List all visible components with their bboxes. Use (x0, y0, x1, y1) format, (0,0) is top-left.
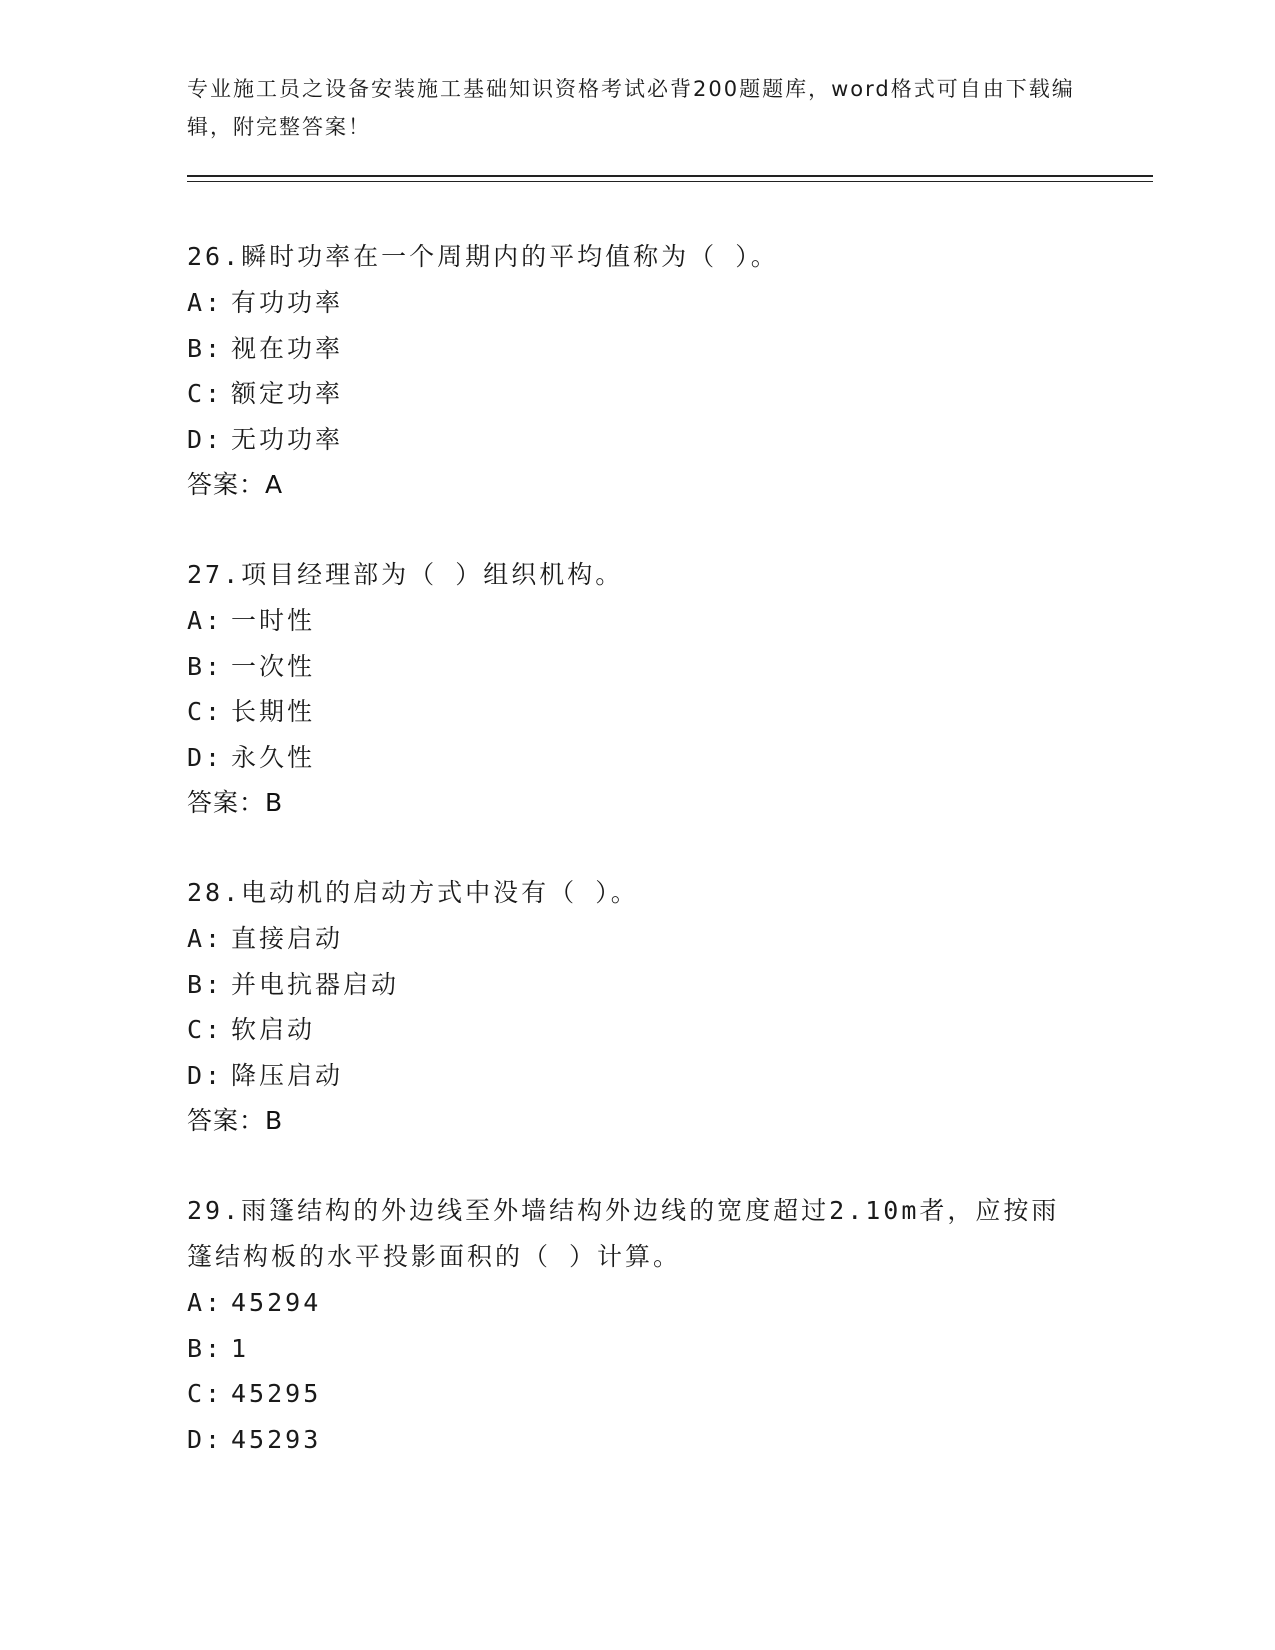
option-c (187, 1007, 1087, 1053)
option-d (187, 1053, 1087, 1099)
option-key: B: (187, 651, 224, 681)
answer-line: 答案：B (187, 788, 284, 817)
answer-line: 答案：B (187, 1106, 284, 1135)
option-text: 额定功率 (231, 379, 344, 408)
option-a (187, 1280, 1087, 1326)
option-d (187, 735, 1087, 781)
document-header-title: 专业施工员之设备安装施工基础知识资格考试必背200题题库，word格式可自由下载编辑，附完整答案！ (187, 77, 1075, 139)
option-d (187, 1417, 1087, 1463)
question-29 (187, 1188, 1087, 1462)
option-text: 1 (231, 1333, 250, 1363)
option-key: C: (187, 379, 224, 408)
question-stem: 28.电动机的启动方式中没有（ ）。 (187, 878, 639, 907)
option-key: A: (187, 606, 224, 635)
option-key: C: (187, 1015, 224, 1044)
option-a (187, 280, 1087, 326)
option-b (187, 962, 1087, 1008)
option-text: 45293 (231, 1424, 322, 1454)
option-text: 并电抗器启动 (231, 969, 400, 999)
option-key: D: (187, 1424, 224, 1454)
option-text: 有功功率 (231, 288, 344, 317)
question-26 (187, 234, 1087, 508)
option-d (187, 417, 1087, 463)
option-text: 直接启动 (231, 924, 344, 953)
option-text: 45294 (231, 1288, 322, 1317)
option-key: D: (187, 742, 224, 772)
question-list (187, 234, 1087, 1506)
option-a (187, 916, 1087, 962)
option-text: 一时性 (231, 606, 316, 635)
option-text: 降压启动 (231, 1060, 344, 1090)
option-key: D: (187, 1060, 224, 1090)
option-key: C: (187, 697, 224, 726)
question-stem: 29.雨篷结构的外边线至外墙结构外边线的宽度超过2.10m者，应按雨篷结构板的水平投影面积的（ ）计算。 (187, 1196, 1060, 1271)
header-divider-thick (187, 175, 1153, 177)
option-key: C: (187, 1379, 224, 1408)
option-text: 软启动 (231, 1015, 316, 1044)
option-c (187, 1371, 1087, 1417)
question-27 (187, 552, 1087, 826)
option-b (187, 326, 1087, 372)
option-c (187, 371, 1087, 417)
option-key: A: (187, 1288, 224, 1317)
option-a (187, 598, 1087, 644)
option-text: 无功功率 (231, 424, 344, 454)
option-b (187, 1326, 1087, 1372)
question-28 (187, 870, 1087, 1144)
header-divider-thin (187, 181, 1153, 182)
option-b (187, 644, 1087, 690)
option-key: A: (187, 288, 224, 317)
option-text: 45295 (231, 1379, 322, 1408)
option-key: B: (187, 1333, 224, 1363)
question-stem: 27.项目经理部为（ ）组织机构。 (187, 560, 624, 589)
option-key: B: (187, 333, 224, 363)
option-text: 一次性 (231, 651, 316, 681)
option-key: D: (187, 424, 224, 454)
option-text: 长期性 (231, 697, 316, 726)
question-stem: 26.瞬时功率在一个周期内的平均值称为（ ）。 (187, 242, 779, 271)
answer-line: 答案：A (187, 470, 284, 499)
option-key: B: (187, 969, 224, 999)
option-key: A: (187, 924, 224, 953)
option-text: 视在功率 (231, 333, 344, 363)
option-c (187, 689, 1087, 735)
option-text: 永久性 (231, 742, 316, 772)
